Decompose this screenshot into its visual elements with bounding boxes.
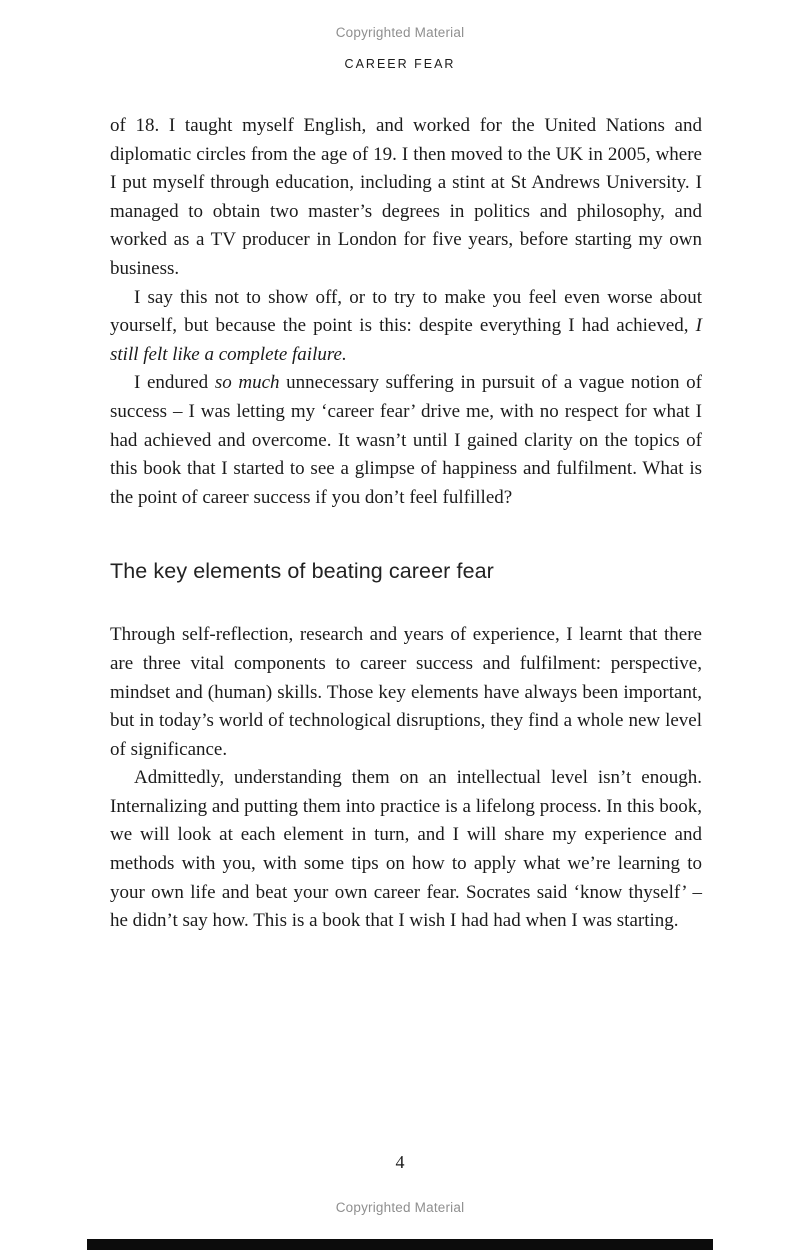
running-header: CAREER FEAR xyxy=(344,57,456,71)
section-heading: The key elements of beating career fear xyxy=(110,559,494,584)
text-run: I endured xyxy=(134,372,215,394)
text-run: Admittedly, understanding them on an intellectual level isn’t enough. Internalizing and putting them into practice is a lifelong process. In this book, we will look at each element in turn, and I will share my experience and methods with you, with some tips on how to apply what we’re learning to your own life and beat your own career fear. Socrates said ‘know thyself’ – he didn’t say how. This is a book that I wish I had had when I was starting. xyxy=(110,767,702,932)
paragraph xyxy=(110,369,702,512)
page-number: 4 xyxy=(395,1152,405,1172)
bottom-edge-bar xyxy=(87,1239,713,1250)
text-run: I say this not to show off, or to try to make you feel even worse about yourself, but because the point is this: despite everything I had achieved, xyxy=(110,286,702,337)
text-run: unnecessary suffering in pursuit of a vague notion of success – I was letting my ‘career fear’ drive me, with no respect for what I had achieved and overcome. It wasn’t until I gained clarity on the topics of this book that I started to see a glimpse of happiness and fulfilment. What is the point of career success if you don’t feel fulfilled? xyxy=(110,372,702,508)
copyright-notice-top: Copyrighted Material xyxy=(335,25,465,40)
paragraph xyxy=(110,621,702,764)
text-run: Through self-reflection, research and years of experience, I learnt that there are three vital components to career success and fulfilment: perspective, mindset and (human) skills. Those key elements have always been important, but in today’s world of technological disruptions, they find a whole new level of significance. xyxy=(110,624,702,760)
italic-text-run: so much xyxy=(214,372,280,394)
copyright-notice-bottom: Copyrighted Material xyxy=(335,1200,465,1215)
page-body xyxy=(110,71,702,936)
italic-text-run: I still felt like a complete failure. xyxy=(110,315,702,365)
paragraph xyxy=(110,764,702,936)
text-run: of 18. I taught myself English, and worked for the United Nations and diplomatic circles from the age of 19. I then moved to the UK in 2005, where I put myself through education, including a stint at St Andrews University. I managed to obtain two master’s degrees in politics and philosophy, and worked as a TV producer in London for five years, before starting my own business. xyxy=(110,115,702,279)
paragraph xyxy=(110,284,702,370)
paragraph xyxy=(110,112,702,284)
